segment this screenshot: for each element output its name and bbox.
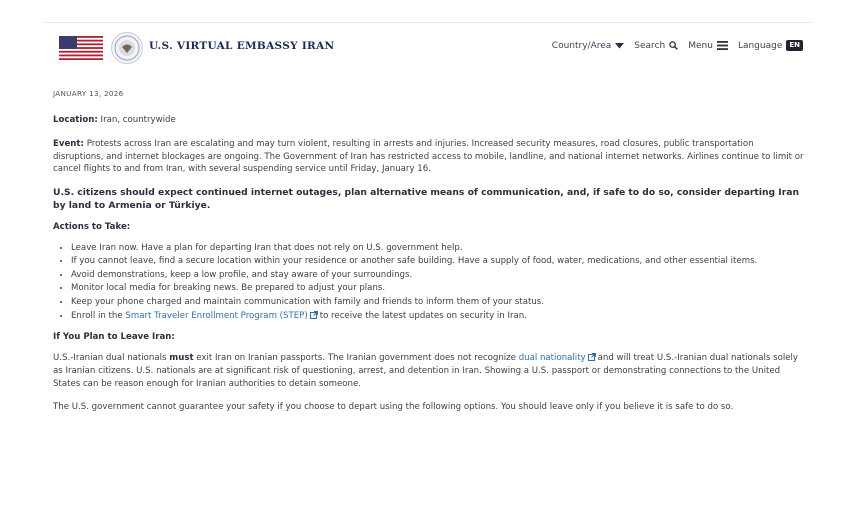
dual-nationality-link[interactable]: dual nationality — [518, 352, 586, 363]
list-item: • Monitor local media for breaking news. Be prepared to adjust your plans. — [71, 282, 805, 295]
final-paragraph: The U.S. government cannot guarantee your safety if you choose to depart using the following options. You should leave only if you believe it is safe to do so. — [53, 401, 734, 412]
alert-date: JANUARY 13, 2026 — [53, 89, 124, 98]
actions-list — [53, 242, 805, 324]
country-area-label: Country/Area — [551, 40, 612, 51]
site-header — [57, 30, 805, 66]
enroll-suffix: to receive the latest updates on security in Iran. — [319, 310, 527, 321]
event-label: Event: — [53, 139, 84, 150]
language-label: Language — [737, 40, 783, 51]
us-flag-icon — [59, 36, 103, 60]
list-item: • Keep your phone charged and maintain communication with family and friends to inform them of your status. — [71, 296, 805, 309]
country-area-dropdown[interactable] — [552, 41, 625, 51]
plan-part2: exit Iran on Iranian passports. The Iranian government does not recognize — [196, 352, 516, 363]
embassy-seal-icon[interactable] — [111, 32, 143, 64]
search-label: Search — [634, 40, 666, 51]
actions-heading: Actions to Take: — [53, 221, 131, 232]
search-icon — [669, 41, 678, 50]
plan-heading: If You Plan to Leave Iran: — [53, 332, 175, 343]
language-button[interactable] — [738, 40, 803, 51]
list-item: • If you cannot leave, find a secure location within your residence or another safe building. Have a supply of food, water, medications, and other essential items. — [71, 255, 805, 268]
enroll-prefix: Enroll in the — [71, 310, 123, 321]
search-button[interactable] — [634, 41, 678, 51]
plan-must: must — [169, 352, 194, 363]
location-line — [53, 114, 805, 127]
list-item-enroll — [71, 310, 805, 324]
site-title[interactable]: U.S. VIRTUAL EMBASSY IRAN — [149, 40, 335, 52]
header-nav — [542, 40, 803, 51]
menu-button[interactable] — [688, 41, 728, 51]
location-label: Location: — [53, 114, 98, 125]
list-item: • Leave Iran now. Have a plan for departing Iran that does not rely on U.S. government help. — [71, 242, 805, 255]
plan-part1: U.S.-Iranian dual nationals — [53, 352, 167, 363]
language-badge: EN — [786, 40, 803, 51]
menu-label: Menu — [688, 40, 713, 51]
list-item: • Avoid demonstrations, keep a low profile, and stay aware of your surroundings. — [71, 269, 805, 282]
external-link-icon[interactable] — [310, 311, 318, 324]
external-link-icon[interactable] — [588, 353, 596, 366]
location-value: Iran, countrywide — [100, 114, 176, 125]
top-divider — [45, 22, 811, 23]
plan-part3: and will treat U.S.-Iranian dual nationals solely as Iranian citizens. U.S. nationals are at significant risk of questioning, arrest, and detention in Iran. Showing a U.S. passport or demonstrating connections to the United States can be reason enough for Iranian authorities to detain someone. — [53, 352, 798, 389]
step-link[interactable]: Smart Traveler Enrollment Program (STEP) — [125, 310, 308, 321]
event-text: Protests across Iran are escalating and may turn violent, resulting in arrests and injuries. Increased security measures, road closures, public transportation disruptions, and internet blockages are ongoing. The Government of Iran has restricted access to mobile, landline, and national internet networks. Airlines continue to limit or cancel flights to and from Iran, with several suspending service until Friday, January 16. — [53, 139, 804, 175]
event-paragraph — [53, 138, 805, 176]
plan-paragraph — [53, 352, 805, 391]
key-message: U.S. citizens should expect continued internet outages, plan alternative means of communication, and, if safe to do so, consider departing Iran by land to Armenia or Türkiye. — [53, 186, 799, 211]
caret-down-icon — [615, 43, 624, 49]
alert-content — [53, 88, 805, 413]
menu-icon — [717, 41, 728, 50]
